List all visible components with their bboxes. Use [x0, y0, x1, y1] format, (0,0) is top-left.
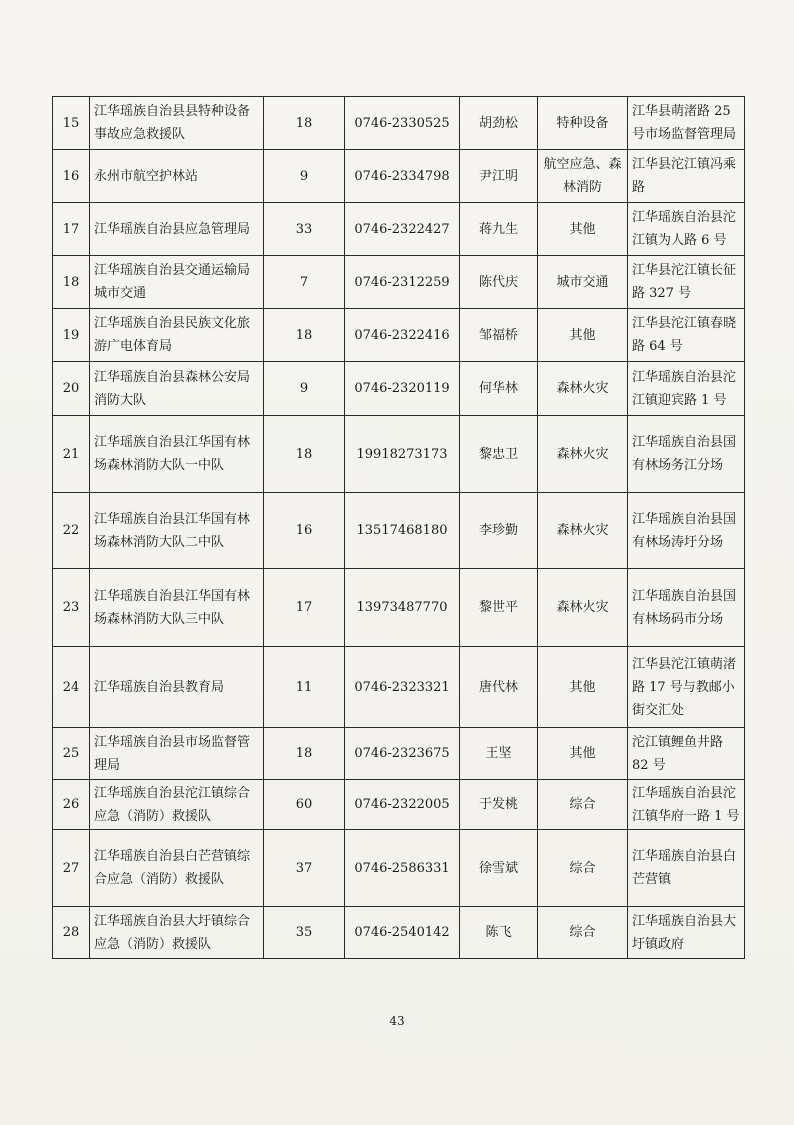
- cell-address: 江华县萌渚路 25 号市场监督管理局: [628, 97, 745, 150]
- cell-phone: 0746-2334798: [345, 150, 460, 203]
- cell-type: 其他: [538, 309, 628, 362]
- cell-unit: 江华瑶族自治县江华国有林场森林消防大队一中队: [90, 416, 264, 493]
- cell-phone: 0746-2586331: [345, 830, 460, 907]
- page-number: 43: [389, 1014, 405, 1028]
- cell-unit: 江华瑶族自治县森林公安局消防大队: [90, 362, 264, 416]
- cell-type: 航空应急、森林消防: [538, 150, 628, 203]
- cell-address: 江华瑶族自治县沱江镇华府一路 1 号: [628, 780, 745, 830]
- cell-count: 9: [264, 362, 345, 416]
- table-row: [53, 907, 745, 959]
- cell-address: 江华瑶族自治县大圩镇政府: [628, 907, 745, 959]
- cell-address: 江华瑶族自治县沱江镇迎宾路 1 号: [628, 362, 745, 416]
- table-row: [53, 203, 745, 256]
- cell-leader: 蒋九生: [460, 203, 538, 256]
- cell-number: 23: [53, 569, 90, 647]
- cell-phone: 0746-2330525: [345, 97, 460, 150]
- cell-count: 35: [264, 907, 345, 959]
- cell-address: 江华县沱江镇春晓路 64 号: [628, 309, 745, 362]
- cell-leader: 徐雪斌: [460, 830, 538, 907]
- cell-type: 城市交通: [538, 256, 628, 309]
- cell-type: 森林火灾: [538, 569, 628, 647]
- cell-address: 江华县沱江镇长征路 327 号: [628, 256, 745, 309]
- cell-address: 江华县沱江镇冯乘路: [628, 150, 745, 203]
- cell-type: 森林火灾: [538, 493, 628, 569]
- cell-count: 33: [264, 203, 345, 256]
- cell-leader: 陈代庆: [460, 256, 538, 309]
- cell-number: 21: [53, 416, 90, 493]
- cell-address: 沱江镇鲤鱼井路 82 号: [628, 728, 745, 780]
- cell-leader: 尹江明: [460, 150, 538, 203]
- table-row: [53, 647, 745, 728]
- cell-type: 综合: [538, 907, 628, 959]
- cell-number: 18: [53, 256, 90, 309]
- cell-type: 特种设备: [538, 97, 628, 150]
- cell-number: 28: [53, 907, 90, 959]
- cell-number: 24: [53, 647, 90, 728]
- cell-count: 7: [264, 256, 345, 309]
- cell-number: 17: [53, 203, 90, 256]
- cell-count: 18: [264, 728, 345, 780]
- cell-leader: 于发桃: [460, 780, 538, 830]
- cell-number: 22: [53, 493, 90, 569]
- cell-number: 16: [53, 150, 90, 203]
- cell-phone: 0746-2540142: [345, 907, 460, 959]
- cell-type: 森林火灾: [538, 362, 628, 416]
- cell-leader: 李珍勤: [460, 493, 538, 569]
- cell-phone: 0746-2322427: [345, 203, 460, 256]
- cell-count: 17: [264, 569, 345, 647]
- cell-phone: 13973487770: [345, 569, 460, 647]
- table-row: [53, 830, 745, 907]
- cell-number: 19: [53, 309, 90, 362]
- cell-type: 其他: [538, 647, 628, 728]
- cell-count: 18: [264, 416, 345, 493]
- cell-unit: 江华瑶族自治县民族文化旅游广电体育局: [90, 309, 264, 362]
- cell-count: 37: [264, 830, 345, 907]
- table-row: [53, 97, 745, 150]
- cell-count: 60: [264, 780, 345, 830]
- cell-leader: 胡劲松: [460, 97, 538, 150]
- cell-unit: 江华瑶族自治县江华国有林场森林消防大队三中队: [90, 569, 264, 647]
- cell-count: 18: [264, 97, 345, 150]
- cell-phone: 19918273173: [345, 416, 460, 493]
- table-row: [53, 256, 745, 309]
- cell-unit: 江华瑶族自治县沱江镇综合应急（消防）救援队: [90, 780, 264, 830]
- cell-count: 18: [264, 309, 345, 362]
- cell-type: 其他: [538, 203, 628, 256]
- cell-number: 20: [53, 362, 90, 416]
- cell-count: 16: [264, 493, 345, 569]
- cell-leader: 黎忠卫: [460, 416, 538, 493]
- cell-leader: 唐代林: [460, 647, 538, 728]
- cell-number: 26: [53, 780, 90, 830]
- cell-unit: 江华瑶族自治县江华国有林场森林消防大队二中队: [90, 493, 264, 569]
- cell-address: 江华瑶族自治县沱江镇为人路 6 号: [628, 203, 745, 256]
- cell-phone: 13517468180: [345, 493, 460, 569]
- cell-unit: 江华瑶族自治县应急管理局: [90, 203, 264, 256]
- cell-leader: 王坚: [460, 728, 538, 780]
- cell-leader: 邹福桥: [460, 309, 538, 362]
- cell-leader: 何华林: [460, 362, 538, 416]
- cell-unit: 江华瑶族自治县交通运输局城市交通: [90, 256, 264, 309]
- cell-number: 25: [53, 728, 90, 780]
- cell-count: 11: [264, 647, 345, 728]
- cell-number: 27: [53, 830, 90, 907]
- cell-type: 森林火灾: [538, 416, 628, 493]
- cell-phone: 0746-2322416: [345, 309, 460, 362]
- cell-phone: 0746-2323321: [345, 647, 460, 728]
- table-row: [53, 493, 745, 569]
- cell-number: 15: [53, 97, 90, 150]
- cell-unit: 江华瑶族自治县大圩镇综合应急（消防）救援队: [90, 907, 264, 959]
- cell-phone: 0746-2320119: [345, 362, 460, 416]
- table-body: [53, 97, 745, 959]
- rescue-team-table: [52, 96, 745, 959]
- cell-address: 江华瑶族自治县白芒营镇: [628, 830, 745, 907]
- cell-address: 江华瑶族自治县国有林场涛圩分场: [628, 493, 745, 569]
- cell-type: 其他: [538, 728, 628, 780]
- cell-unit: 永州市航空护林站: [90, 150, 264, 203]
- cell-address: 江华瑶族自治县国有林场务江分场: [628, 416, 745, 493]
- cell-leader: 黎世平: [460, 569, 538, 647]
- table-row: [53, 309, 745, 362]
- table-row: [53, 150, 745, 203]
- table-row: [53, 780, 745, 830]
- cell-address: 江华县沱江镇萌渚路 17 号与教邮小街交汇处: [628, 647, 745, 728]
- cell-type: 综合: [538, 780, 628, 830]
- table-row: [53, 416, 745, 493]
- cell-type: 综合: [538, 830, 628, 907]
- cell-phone: 0746-2322005: [345, 780, 460, 830]
- table-row: [53, 728, 745, 780]
- cell-phone: 0746-2312259: [345, 256, 460, 309]
- table-row: [53, 569, 745, 647]
- cell-phone: 0746-2323675: [345, 728, 460, 780]
- cell-unit: 江华瑶族自治县白芒营镇综合应急（消防）救援队: [90, 830, 264, 907]
- cell-address: 江华瑶族自治县国有林场码市分场: [628, 569, 745, 647]
- cell-unit: 江华瑶族自治县市场监督管理局: [90, 728, 264, 780]
- cell-count: 9: [264, 150, 345, 203]
- cell-leader: 陈飞: [460, 907, 538, 959]
- cell-unit: 江华瑶族自治县县特种设备事故应急救援队: [90, 97, 264, 150]
- table-row: [53, 362, 745, 416]
- cell-unit: 江华瑶族自治县教育局: [90, 647, 264, 728]
